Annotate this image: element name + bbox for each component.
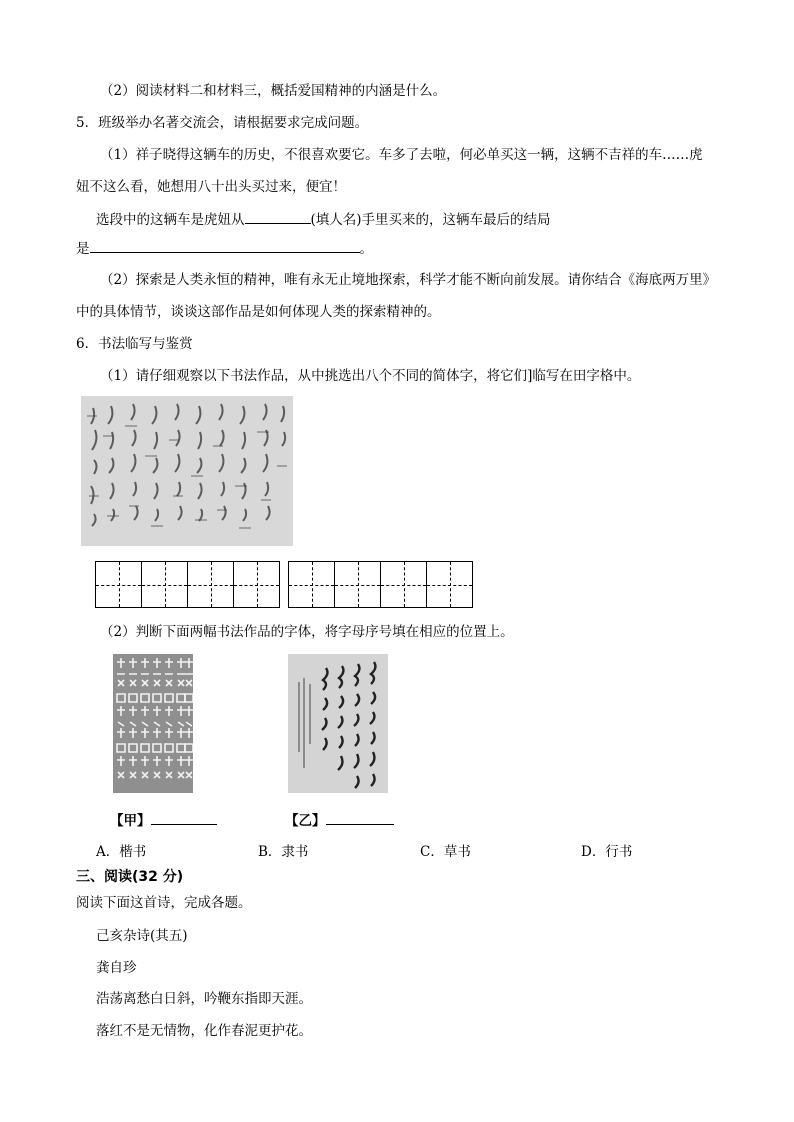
q5-fill-b-pre: 是 — [76, 241, 90, 257]
poem-title: 己亥杂诗(其五) — [96, 928, 188, 944]
q5-sub1-line2: 妞不这么看，她想用八十出头买过来，便宜！ — [76, 179, 346, 195]
tianzige-cell[interactable] — [141, 561, 188, 608]
answer-blank-ending[interactable] — [90, 238, 360, 253]
calligraphy-image-jia — [113, 654, 193, 793]
q5-sub1-line1: （1）祥子晓得这辆车的历史，不很喜欢要它。车多了去啦，何必单买这一辆，这辆不吉祥的车……虎 — [100, 147, 703, 163]
option-b: B．隶书 — [258, 844, 309, 860]
tianzige-cell[interactable] — [426, 561, 473, 608]
tianzige-cell[interactable] — [334, 561, 381, 608]
answer-blank-jia[interactable] — [151, 810, 217, 825]
q5-fill-a — [96, 209, 551, 230]
section-intro: 阅读下面这首诗，完成各题。 — [76, 895, 252, 911]
poem-author: 龚自珍 — [96, 960, 137, 976]
poem-line-2: 落红不是无情物，化作春泥更护花。 — [96, 1023, 312, 1039]
label-yi — [285, 810, 394, 831]
tianzige-cell[interactable] — [380, 561, 427, 608]
q5-fill-a-post: (填人名)手里买来的，这辆车最后的结局 — [310, 212, 551, 228]
poem-line-1: 浩荡离愁白日斜，吟鞭东指即天涯。 — [96, 991, 312, 1007]
q6-sub1: （1）请仔细观察以下书法作品，从中挑选出八个不同的简体字，将它们]临写在田字格中。 — [100, 368, 641, 384]
option-a: A．楷书 — [96, 844, 147, 860]
section-heading: 三、阅读(32 分) — [76, 869, 184, 885]
q6-title: 6．书法临写与鉴赏 — [76, 336, 193, 352]
label-jia-text: 【甲】 — [110, 813, 151, 829]
tianzige-cell[interactable] — [95, 561, 142, 608]
answer-blank-name[interactable] — [245, 209, 311, 224]
option-c: C．草书 — [420, 844, 471, 860]
answer-blank-yi[interactable] — [326, 810, 394, 825]
tianzige-grid-2 — [288, 561, 473, 608]
q5-fill-b — [76, 238, 373, 259]
option-d: D．行书 — [581, 844, 633, 860]
q5-sub2-line1: （2）探索是人类永恒的精神，唯有永无止境地探索，科学才能不断向前发展。请你结合《海底两万里》 — [100, 272, 717, 288]
tianzige-cell[interactable] — [288, 561, 335, 608]
q5-title: 5．班级举办名著交流会，请根据要求完成问题。 — [76, 115, 369, 131]
tianzige-cell[interactable] — [187, 561, 234, 608]
q5-fill-a-pre: 选段中的这辆车是虎妞从 — [96, 212, 245, 228]
q4-sub2: （2）阅读材料二和材料三，概括爱国精神的内涵是什么。 — [100, 83, 447, 99]
calligraphy-image-lanting — [81, 396, 293, 546]
q5-sub2-line2: 中的具体情节，谈谈这部作品是如何体现人类的探索精神的。 — [76, 304, 441, 320]
calligraphy-image-yi — [288, 654, 388, 793]
label-jia — [110, 810, 217, 831]
q5-fill-b-post: 。 — [359, 241, 373, 257]
label-yi-text: 【乙】 — [285, 813, 326, 829]
tianzige-grid — [95, 561, 280, 608]
tianzige-cell[interactable] — [233, 561, 280, 608]
q6-sub2: （2）判断下面两幅书法作品的字体，将字母序号填在相应的位置上。 — [100, 624, 514, 640]
